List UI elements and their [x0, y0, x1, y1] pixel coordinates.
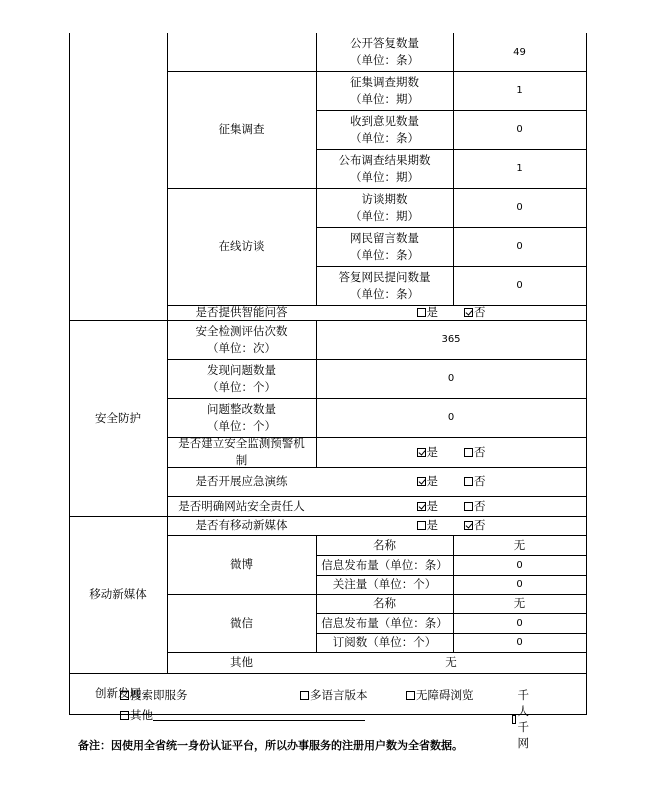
interview-periods-value: 0	[516, 202, 523, 213]
checked-checkbox-icon	[417, 477, 426, 486]
wechat-name-label: 名称	[373, 596, 396, 610]
wechat-subscribers-label: 订阅数（单位：个）	[332, 635, 437, 649]
security-assessments-value: 365	[441, 334, 461, 345]
smart-qa-yes[interactable]: 是	[417, 304, 439, 321]
option-multilingual[interactable]: 多语言版本	[300, 687, 368, 703]
monitoring-no[interactable]: 否	[464, 444, 486, 461]
issues-found-label: 发现问题数量 （单位：个）	[207, 362, 276, 394]
smart-qa-label: 是否提供智能问答	[195, 305, 288, 319]
checkbox-icon	[120, 691, 129, 700]
footnote: 备注：因使用全省统一身份认证平台，所以办事服务的注册用户数为全省数据。	[78, 739, 463, 752]
questions-answered-value: 0	[516, 280, 523, 291]
wechat-posts-label: 信息发布量（单位：条）	[321, 615, 448, 630]
public-reply-value: 49	[513, 46, 526, 58]
issues-found-value: 0	[447, 373, 455, 384]
mobile-media-section-label: 移动新媒体	[89, 587, 147, 601]
mobile-media-yes[interactable]: 是	[417, 517, 439, 534]
security-officer-options	[316, 496, 586, 516]
interview-periods-label: 访谈期数 （单位：期）	[350, 191, 419, 223]
option-personalized[interactable]: 千人千网	[512, 687, 534, 751]
checkbox-icon	[417, 308, 426, 317]
weibo-name-value: 无	[513, 537, 526, 552]
opinions-received-value: 0	[516, 124, 523, 135]
emergency-drill-options	[316, 467, 586, 496]
monitoring-mechanism-options	[316, 437, 586, 467]
other-media-label: 其他	[230, 655, 253, 669]
checked-checkbox-icon	[417, 448, 426, 457]
checked-checkbox-icon	[464, 521, 473, 530]
checkbox-icon	[300, 691, 309, 700]
checkbox-icon	[120, 711, 129, 720]
public-reply-label: 公开答复数量 （单位：条）	[350, 36, 419, 67]
drill-no[interactable]: 否	[464, 473, 486, 490]
security-officer-label: 是否明确网站安全责任人	[178, 498, 305, 513]
monitoring-mechanism-label: 是否建立安全监测预警机 制	[178, 436, 305, 467]
emergency-drill-label: 是否开展应急演练	[195, 474, 288, 488]
weibo-posts-value: 0	[516, 559, 523, 571]
weibo-name-label: 名称	[373, 537, 396, 552]
wechat-subscribers-value: 0	[516, 637, 523, 648]
weibo-followers-value: 0	[516, 579, 523, 590]
weibo-followers-label: 关注量（单位：个）	[332, 577, 437, 591]
checkbox-icon	[406, 691, 415, 700]
monitoring-yes[interactable]: 是	[417, 444, 439, 461]
survey-results-label: 公布调查结果期数 （单位：期）	[338, 152, 431, 184]
drill-yes[interactable]: 是	[417, 473, 439, 490]
option-other[interactable]: 其他	[120, 707, 365, 723]
netizen-messages-label: 网民留言数量 （单位：条）	[350, 230, 419, 262]
issues-fixed-label: 问题整改数量 （单位：个）	[207, 401, 276, 433]
wechat-name-value: 无	[513, 596, 526, 610]
checkbox-icon	[417, 521, 426, 530]
checked-checkbox-icon	[464, 308, 473, 317]
checkbox-icon	[464, 502, 473, 511]
netizen-messages-value: 0	[516, 241, 523, 252]
checked-checkbox-icon	[417, 502, 426, 511]
checkbox-icon	[464, 448, 473, 457]
wechat-label: 微信	[230, 615, 253, 630]
survey-group-label: 征集调查	[218, 122, 265, 136]
weibo-label: 微博	[230, 557, 253, 571]
officer-yes[interactable]: 是	[417, 498, 439, 515]
checkbox-icon	[512, 715, 516, 724]
security-assessments-label: 安全检测评估次数 （单位：次）	[195, 323, 288, 355]
other-media-value: 无	[445, 655, 457, 669]
smart-qa-options	[316, 305, 586, 320]
opinions-received-label: 收到意见数量 （单位：条）	[350, 113, 419, 145]
has-mobile-media-label: 是否有移动新媒体	[195, 518, 288, 532]
option-accessibility[interactable]: 无障碍浏览	[406, 687, 474, 703]
security-section-label: 安全防护	[95, 410, 141, 425]
officer-no[interactable]: 否	[464, 498, 486, 515]
survey-results-value: 1	[516, 163, 523, 174]
option-search-service[interactable]: 搜索即服务	[120, 687, 188, 703]
wechat-posts-value: 0	[516, 617, 523, 629]
survey-periods-label: 征集调查期数 （单位：期）	[350, 74, 419, 106]
issues-fixed-value: 0	[447, 412, 455, 423]
weibo-posts-label: 信息发布量（单位：条）	[321, 557, 448, 572]
mobile-media-no[interactable]: 否	[464, 517, 486, 534]
innovation-section-label: 创新发展	[95, 686, 141, 700]
checkbox-icon	[464, 477, 473, 486]
statistics-table	[69, 33, 587, 715]
questions-answered-label: 答复网民提问数量 （单位：条）	[338, 269, 431, 301]
interview-group-label: 在线访谈	[218, 239, 265, 253]
has-mobile-media-options	[316, 516, 586, 535]
other-fill-line	[153, 709, 365, 721]
smart-qa-no[interactable]: 否	[464, 304, 486, 321]
survey-periods-value: 1	[516, 85, 523, 96]
